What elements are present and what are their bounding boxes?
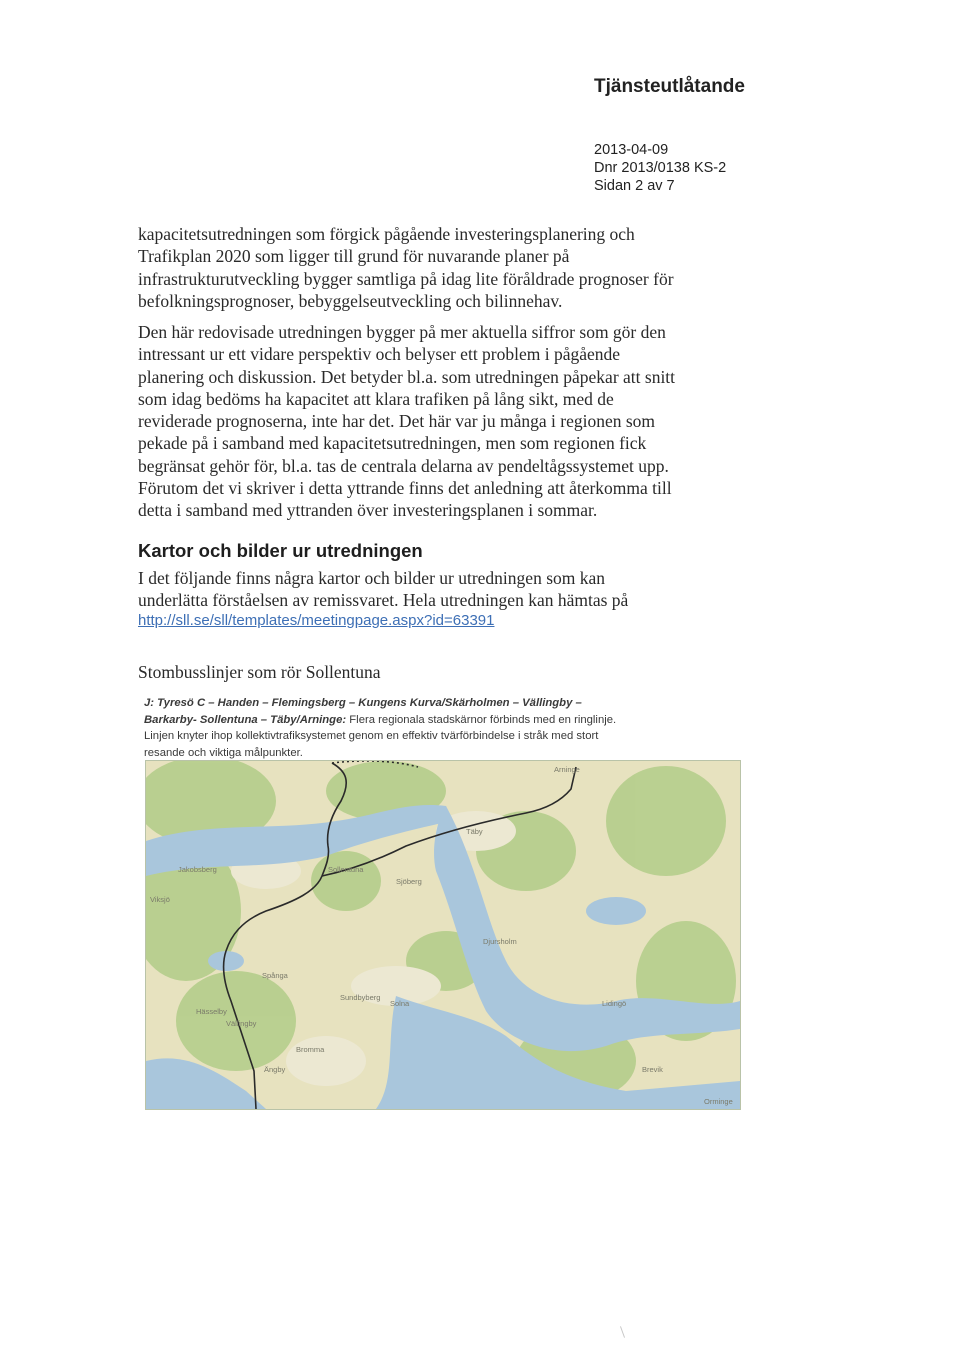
scan-artifact — [620, 1326, 625, 1338]
document-meta — [594, 141, 726, 195]
map-label-sjoberg: Sjöberg — [396, 877, 422, 886]
text-line: pekade på i samband med kapacitetsutredningen, men som regionen fick — [138, 433, 647, 454]
text-line: I det följande finns några kartor och bilder ur utredningen som kan — [138, 568, 606, 588]
map-label-arninge: Arninge — [554, 765, 580, 774]
text-line: begränsat gehör för, bl.a. tas de centrala delarna av pendeltågssystemet upp. — [138, 455, 669, 476]
document-date: 2013-04-09 — [594, 142, 669, 158]
map-legend — [144, 695, 750, 761]
paragraph-1 — [138, 223, 778, 312]
map-label-hassel: Hässelby — [196, 1007, 227, 1016]
figure-caption: Stombusslinjer som rör Sollentuna — [138, 662, 381, 682]
map-label-bromma: Bromma — [296, 1045, 325, 1054]
text-line: Den här redovisade utredningen bygger på mer aktuella siffror som gör den — [138, 322, 666, 342]
legend-line-3: Linjen knyter ihop kollektivtrafiksystemet genom en effektiv tvärförbindelse i stråk med stort — [144, 730, 599, 743]
map-label-spanga: Spånga — [262, 971, 288, 980]
text-line: intressant ur ett vidare perspektiv och belyser ett problem i pågående — [138, 344, 621, 365]
page-number: Sidan 2 av 7 — [594, 178, 675, 194]
paragraph-2 — [138, 321, 778, 522]
map-label-vallingby: Vällingby — [226, 1019, 257, 1028]
text-line: underlätta förståelsen av remissvaret. Hela utredningen kan hämtas på — [138, 590, 629, 611]
text-line: befolkningsprognoser, bebyggelseutveckling och bilinnehav. — [138, 290, 563, 311]
route-map — [145, 760, 741, 1110]
map-label-viksjo: Viksjö — [150, 895, 170, 904]
text-line: kapacitetsutredningen som förgick pågående investeringsplanering och — [138, 224, 635, 244]
map-label-angby: Ängby — [264, 1065, 286, 1074]
map-label-djursholm: Djursholm — [483, 937, 517, 946]
legend-route-name: Barkarby- Sollentuna – Täby/Arninge: — [144, 713, 347, 726]
text-line: Trafikplan 2020 som ligger till grund för nuvarande planer på — [138, 246, 570, 267]
map-label-brevik: Brevik — [642, 1065, 663, 1074]
text-line: som idag bedöms ha kapacitet att klara trafiken på lång sikt, med de — [138, 388, 614, 409]
text-line: planering och diskussion. Det betyder bl.a. som utredningen påpekar att snitt — [138, 366, 676, 387]
map-label-sundbyberg: Sundbyberg — [340, 993, 381, 1002]
document-reference-number: Dnr 2013/0138 KS-2 — [594, 160, 727, 176]
map-label-sollentuna: Sollentuna — [328, 865, 364, 874]
map-label-orminge: Orminge — [704, 1097, 733, 1106]
map-label-lidingo: Lidingö — [602, 999, 627, 1008]
legend-description: Flera regionala stadskärnor förbinds med en ringlinje. — [346, 713, 617, 726]
map-label-taby: Täby — [466, 827, 483, 836]
legend-line-1: J: Tyresö C – Handen – Flemingsberg – Kungens Kurva/Skärholmen – Vällingby – — [144, 697, 582, 709]
text-line: detta i samband med yttranden över investeringsplanen i sommar. — [138, 500, 598, 521]
paragraph-3 — [138, 567, 778, 612]
map-image — [146, 761, 740, 1109]
section-heading: Kartor och bilder ur utredningen — [138, 540, 423, 561]
text-line: infrastrukturutveckling bygger samtliga på idag lite föråldrade prognoser för — [138, 268, 674, 289]
document-type-title: Tjänsteutlåtande — [594, 76, 745, 97]
map-label-solna: Solna — [390, 999, 410, 1008]
text-line: Förutom det vi skriver i detta yttrande finns det anledning att återkomma till — [138, 478, 672, 499]
text-line: reviderade prognoserna, inte har det. Det här var ju många i regionen som — [138, 411, 656, 432]
legend-line-2 — [144, 712, 750, 729]
report-download-link[interactable]: http://sll.se/sll/templates/meetingpage.aspx?id=63391 — [138, 612, 495, 629]
map-label-jakobsberg: Jakobsberg — [178, 865, 217, 874]
legend-line-4: resande och viktiga målpunkter. — [144, 746, 303, 759]
